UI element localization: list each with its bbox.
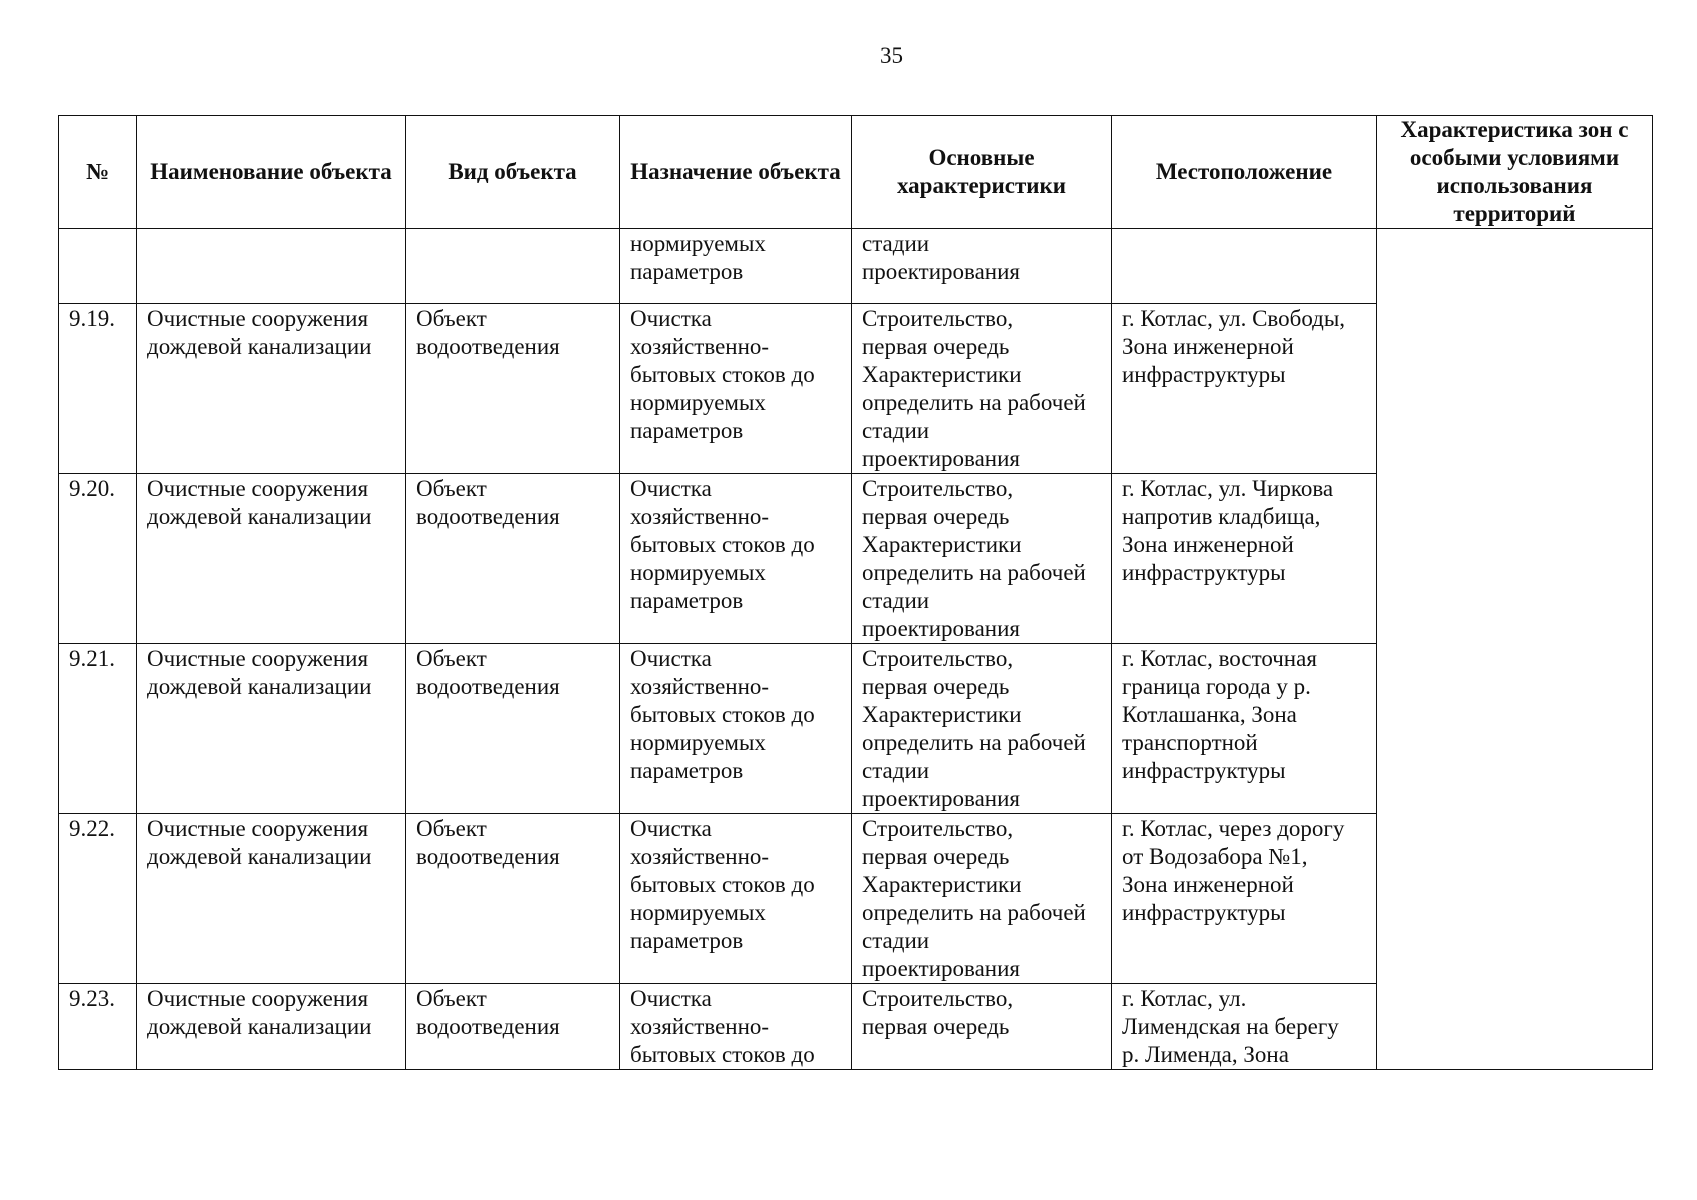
cell-name xyxy=(137,229,406,304)
header-type: Вид объекта xyxy=(406,116,620,229)
cell-location: г. Котлас, ул. Свободы, Зона инженерной инфраструктуры xyxy=(1112,304,1377,474)
cell-purpose: Очистка хозяйственно- бытовых стоков до нормируемых параметров xyxy=(620,644,852,814)
cell-purpose: Очистка хозяйственно- бытовых стоков до xyxy=(620,984,852,1070)
cell-type: Объект водоотведения xyxy=(406,474,620,644)
cell-name: Очистные сооружения дождевой канализации xyxy=(137,814,406,984)
cell-purpose: нормируемых параметров xyxy=(620,229,852,304)
cell-type: Объект водоотведения xyxy=(406,304,620,474)
header-characteristics: Основные характеристики xyxy=(852,116,1112,229)
cell-name: Очистные сооружения дождевой канализации xyxy=(137,304,406,474)
cell-name: Очистные сооружения дождевой канализации xyxy=(137,474,406,644)
cell-zones-merged xyxy=(1377,229,1653,1070)
objects-table xyxy=(58,115,1653,1070)
cell-number: 9.19. xyxy=(59,304,137,474)
cell-location: г. Котлас, через дорогу от Водозабора №1, Зона инженерной инфраструктуры xyxy=(1112,814,1377,984)
header-number: № xyxy=(59,116,137,229)
cell-name: Очистные сооружения дождевой канализации xyxy=(137,984,406,1070)
cell-location: г. Котлас, восточная граница города у р. Котлашанка, Зона транспортной инфраструктуры xyxy=(1112,644,1377,814)
header-location: Местоположение xyxy=(1112,116,1377,229)
table-header-row xyxy=(59,116,1653,229)
cell-location: г. Котлас, ул. Лимендская на берегу р. Лименда, Зона xyxy=(1112,984,1377,1070)
header-purpose: Назначение объекта xyxy=(620,116,852,229)
cell-purpose: Очистка хозяйственно- бытовых стоков до нормируемых параметров xyxy=(620,304,852,474)
cell-type: Объект водоотведения xyxy=(406,814,620,984)
cell-number: 9.20. xyxy=(59,474,137,644)
header-name: Наименование объекта xyxy=(137,116,406,229)
page-number: 35 xyxy=(880,43,903,68)
cell-purpose: Очистка хозяйственно- бытовых стоков до нормируемых параметров xyxy=(620,474,852,644)
cell-name: Очистные сооружения дождевой канализации xyxy=(137,644,406,814)
cell-number xyxy=(59,229,137,304)
cell-number: 9.23. xyxy=(59,984,137,1070)
cell-number: 9.22. xyxy=(59,814,137,984)
cell-characteristics: Строительство, первая очередь Характеристики определить на рабочей стадии проектирования xyxy=(852,814,1112,984)
cell-type: Объект водоотведения xyxy=(406,644,620,814)
cell-location xyxy=(1112,229,1377,304)
cell-type xyxy=(406,229,620,304)
cell-type: Объект водоотведения xyxy=(406,984,620,1070)
cell-characteristics: Строительство, первая очередь Характеристики определить на рабочей стадии проектирования xyxy=(852,304,1112,474)
cell-characteristics: Строительство, первая очередь Характеристики определить на рабочей стадии проектирования xyxy=(852,474,1112,644)
cell-characteristics: стадии проектирования xyxy=(852,229,1112,304)
header-zones: Характеристика зон с особыми условиями использования территорий xyxy=(1377,116,1653,229)
cell-characteristics: Строительство, первая очередь Характеристики определить на рабочей стадии проектирования xyxy=(852,644,1112,814)
cell-purpose: Очистка хозяйственно- бытовых стоков до нормируемых параметров xyxy=(620,814,852,984)
cell-number: 9.21. xyxy=(59,644,137,814)
cell-characteristics: Строительство, первая очередь xyxy=(852,984,1112,1070)
table-row-continuation xyxy=(59,229,1653,304)
cell-location: г. Котлас, ул. Чиркова напротив кладбища, Зона инженерной инфраструктуры xyxy=(1112,474,1377,644)
